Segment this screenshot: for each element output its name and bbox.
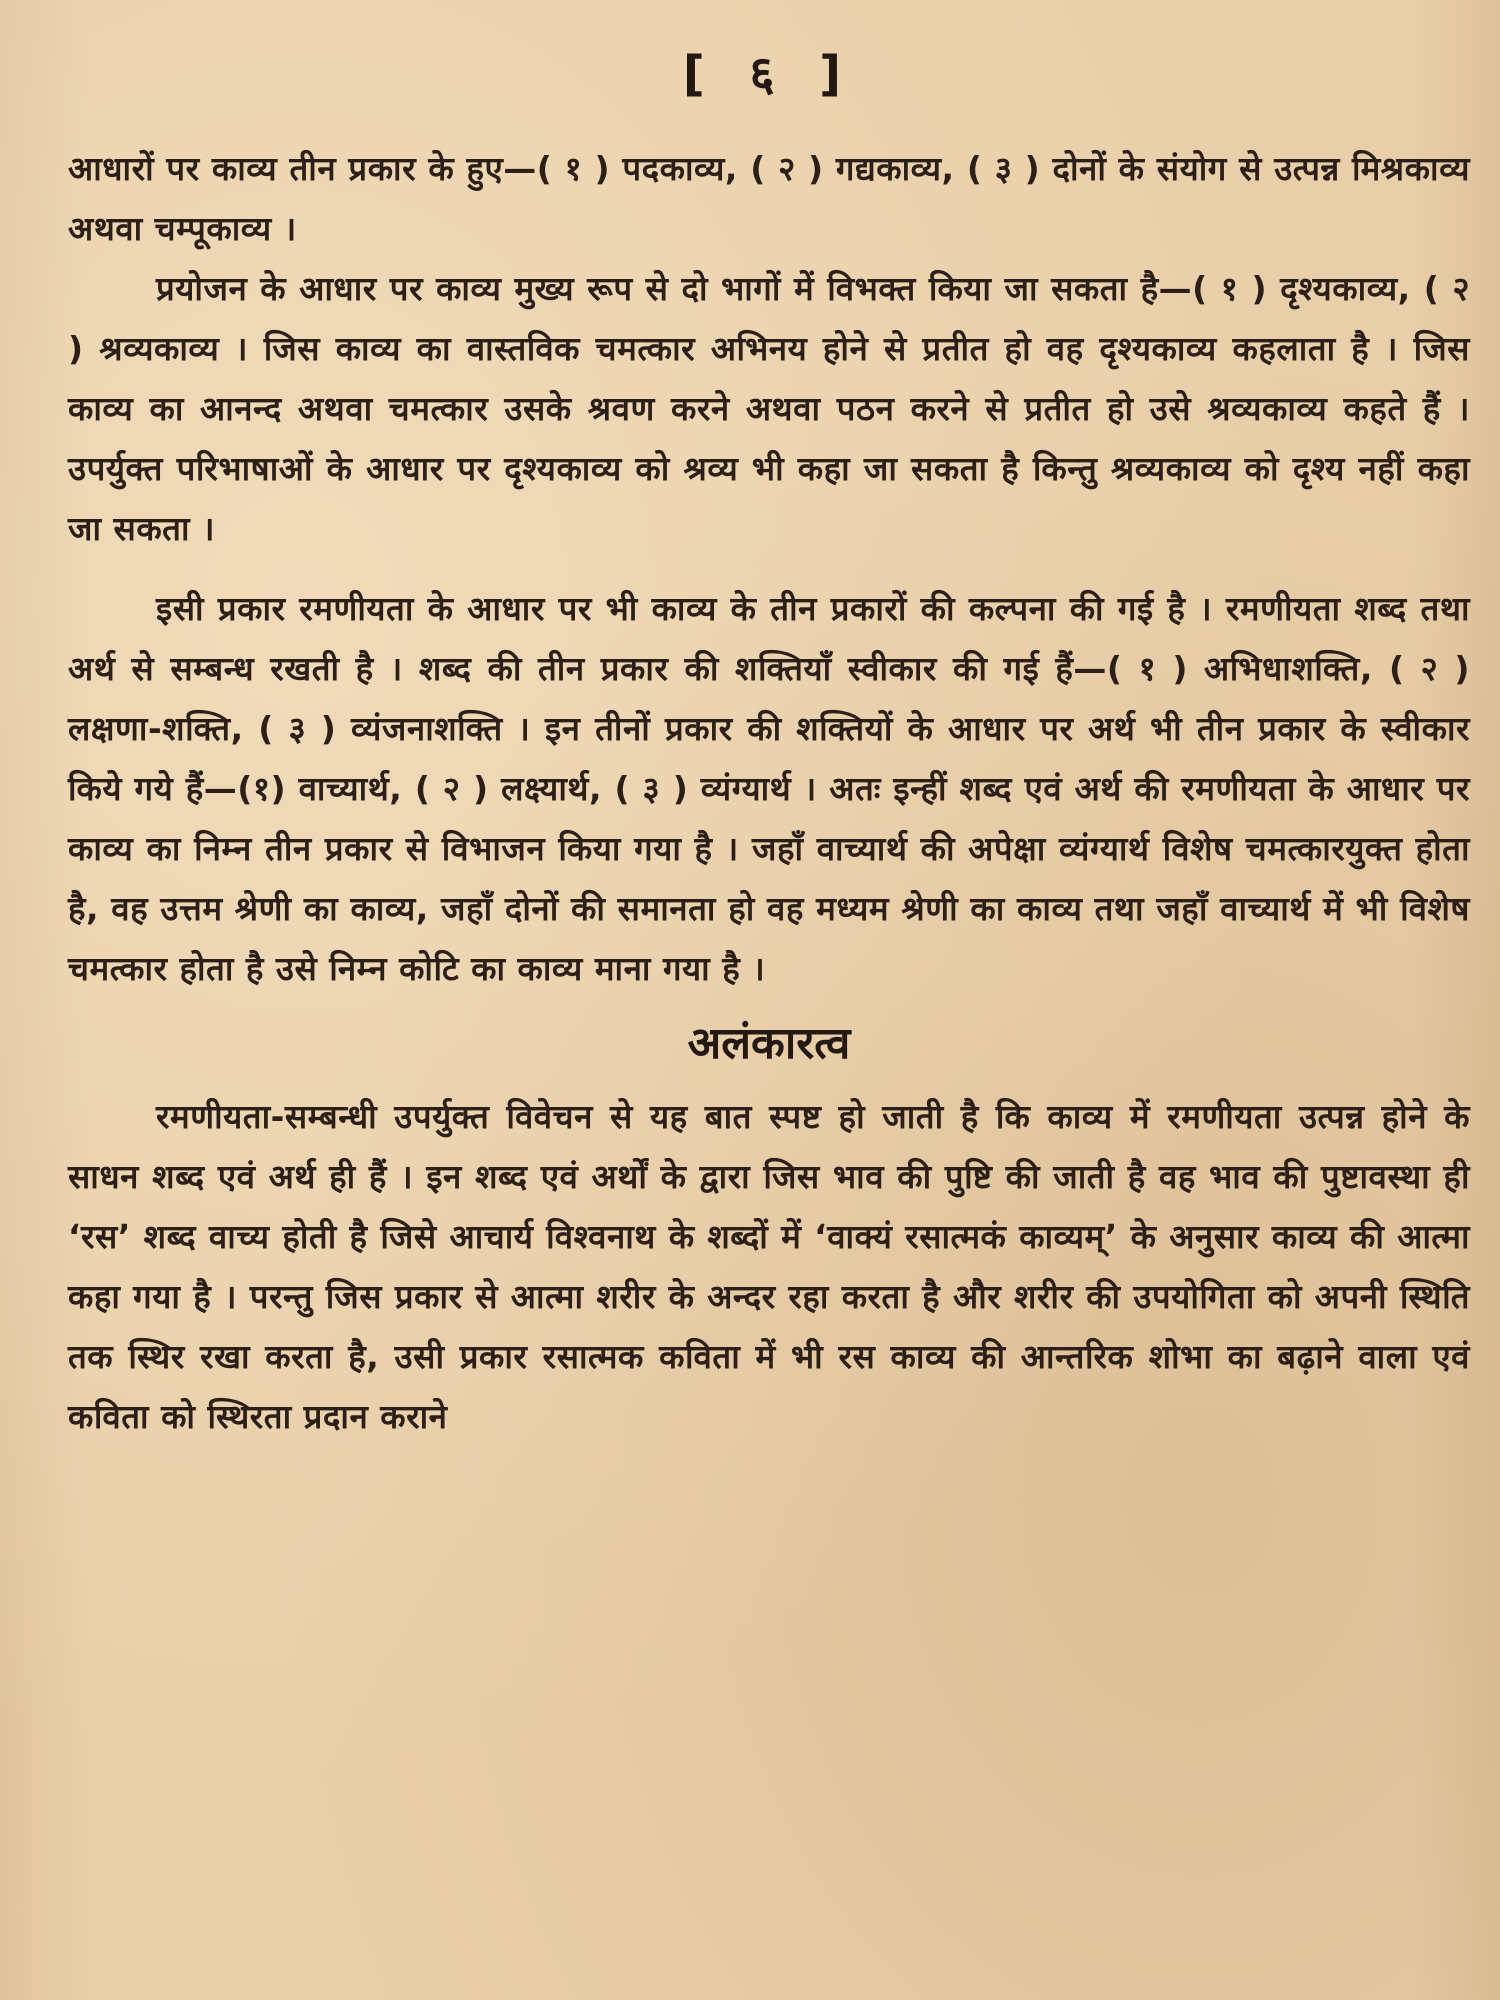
section-heading: अलंकारत्व <box>687 1018 851 1069</box>
page-number: [ ६ ] <box>682 46 856 102</box>
paragraph-ornamentation: रमणीयता-सम्बन्धी उपर्युक्त विवेचन से यह बात स्पष्ट हो जाती है कि काव्य में रमणीयता उत्पन्न होने के साधन शब्द एवं अर्थ ही हैं । इन शब्द एवं अर्थों के द्वारा जिस भाव की पुष्टि की जाती है वह भाव की पुष्टावस्था ही ‘रस’ शब्द वाच्य होती है जिसे आचार्य विश्वनाथ के शब्दों में ‘वाक्यं रसात्मकं काव्यम्’ के अनुसार काव्य की आत्मा कहा गया है । परन्तु जिस प्रकार से आत्मा शरीर के अन्दर रहा करता है और शरीर की उपयोगिता को अपनी स्थिति तक स्थिर रखा करता है, उसी प्रकार रसात्मक कविता में भी रस काव्य की आन्तरिक शोभा का बढ़ाने वाला एवं कविता को स्थिरता प्रदान कराने <box>68 1097 1470 1436</box>
paragraph-beauty-types: इसी प्रकार रमणीयता के आधार पर भी काव्य के तीन प्रकारों की कल्पना की गई है । रमणीयता शब्द तथा अर्थ से सम्बन्ध रखती है । शब्द की तीन प्रकार की शक्तियाँ स्वीकार की गई हैं—( १ ) अभिधाशक्ति, ( २ ) लक्षणा-शक्ति, ( ३ ) व्यंजनाशक्ति । इन तीनों प्रकार की शक्तियों के आधार पर अर्थ भी तीन प्रकार के स्वीकार किये गये हैं—(१) वाच्यार्थ, ( २ ) लक्ष्यार्थ, ( ३ ) व्यंग्यार्थ । अतः इन्हीं शब्द एवं अर्थ की रमणीयता के आधार पर काव्य का निम्न तीन प्रकार से विभाजन किया गया है । जहाँ वाच्यार्थ की अपेक्षा व्यंग्यार्थ विशेष चमत्कारयुक्त होता है, वह उत्तम श्रेणी का काव्य, जहाँ दोनों की समानता हो वह मध्यम श्रेणी का काव्य तथा जहाँ वाच्यार्थ में भी विशेष चमत्कार होता है उसे निम्न कोटि का काव्य माना गया है । <box>68 589 1470 988</box>
paragraph-poetry-forms: आधारों पर काव्य तीन प्रकार के हुए—( १ ) पदकाव्य, ( २ ) गद्यकाव्य, ( ३ ) दोनों के संयोग से उत्पन्न मिश्रकाव्य अथवा चम्पूकाव्य । <box>68 149 1470 248</box>
paragraph-purpose-types: प्रयोजन के आधार पर काव्य मुख्य रूप से दो भागों में विभक्त किया जा सकता है—( १ ) दृश्यकाव्य, ( २ ) श्रव्यकाव्य । जिस काव्य का वास्तविक चमत्कार अभिनय होने से प्रतीत हो वह दृश्यकाव्य कहलाता है । जिस काव्य का आनन्द अथवा चमत्कार उसके श्रवण करने अथवा पठन करने से प्रतीत हो उसे श्रव्यकाव्य कहते हैं । उपर्युक्त परिभाषाओं के आधार पर दृश्यकाव्य को श्रव्य भी कहा जा सकता है किन्तु श्रव्यकाव्य को दृश्य नहीं कहा जा सकता । <box>68 269 1470 548</box>
